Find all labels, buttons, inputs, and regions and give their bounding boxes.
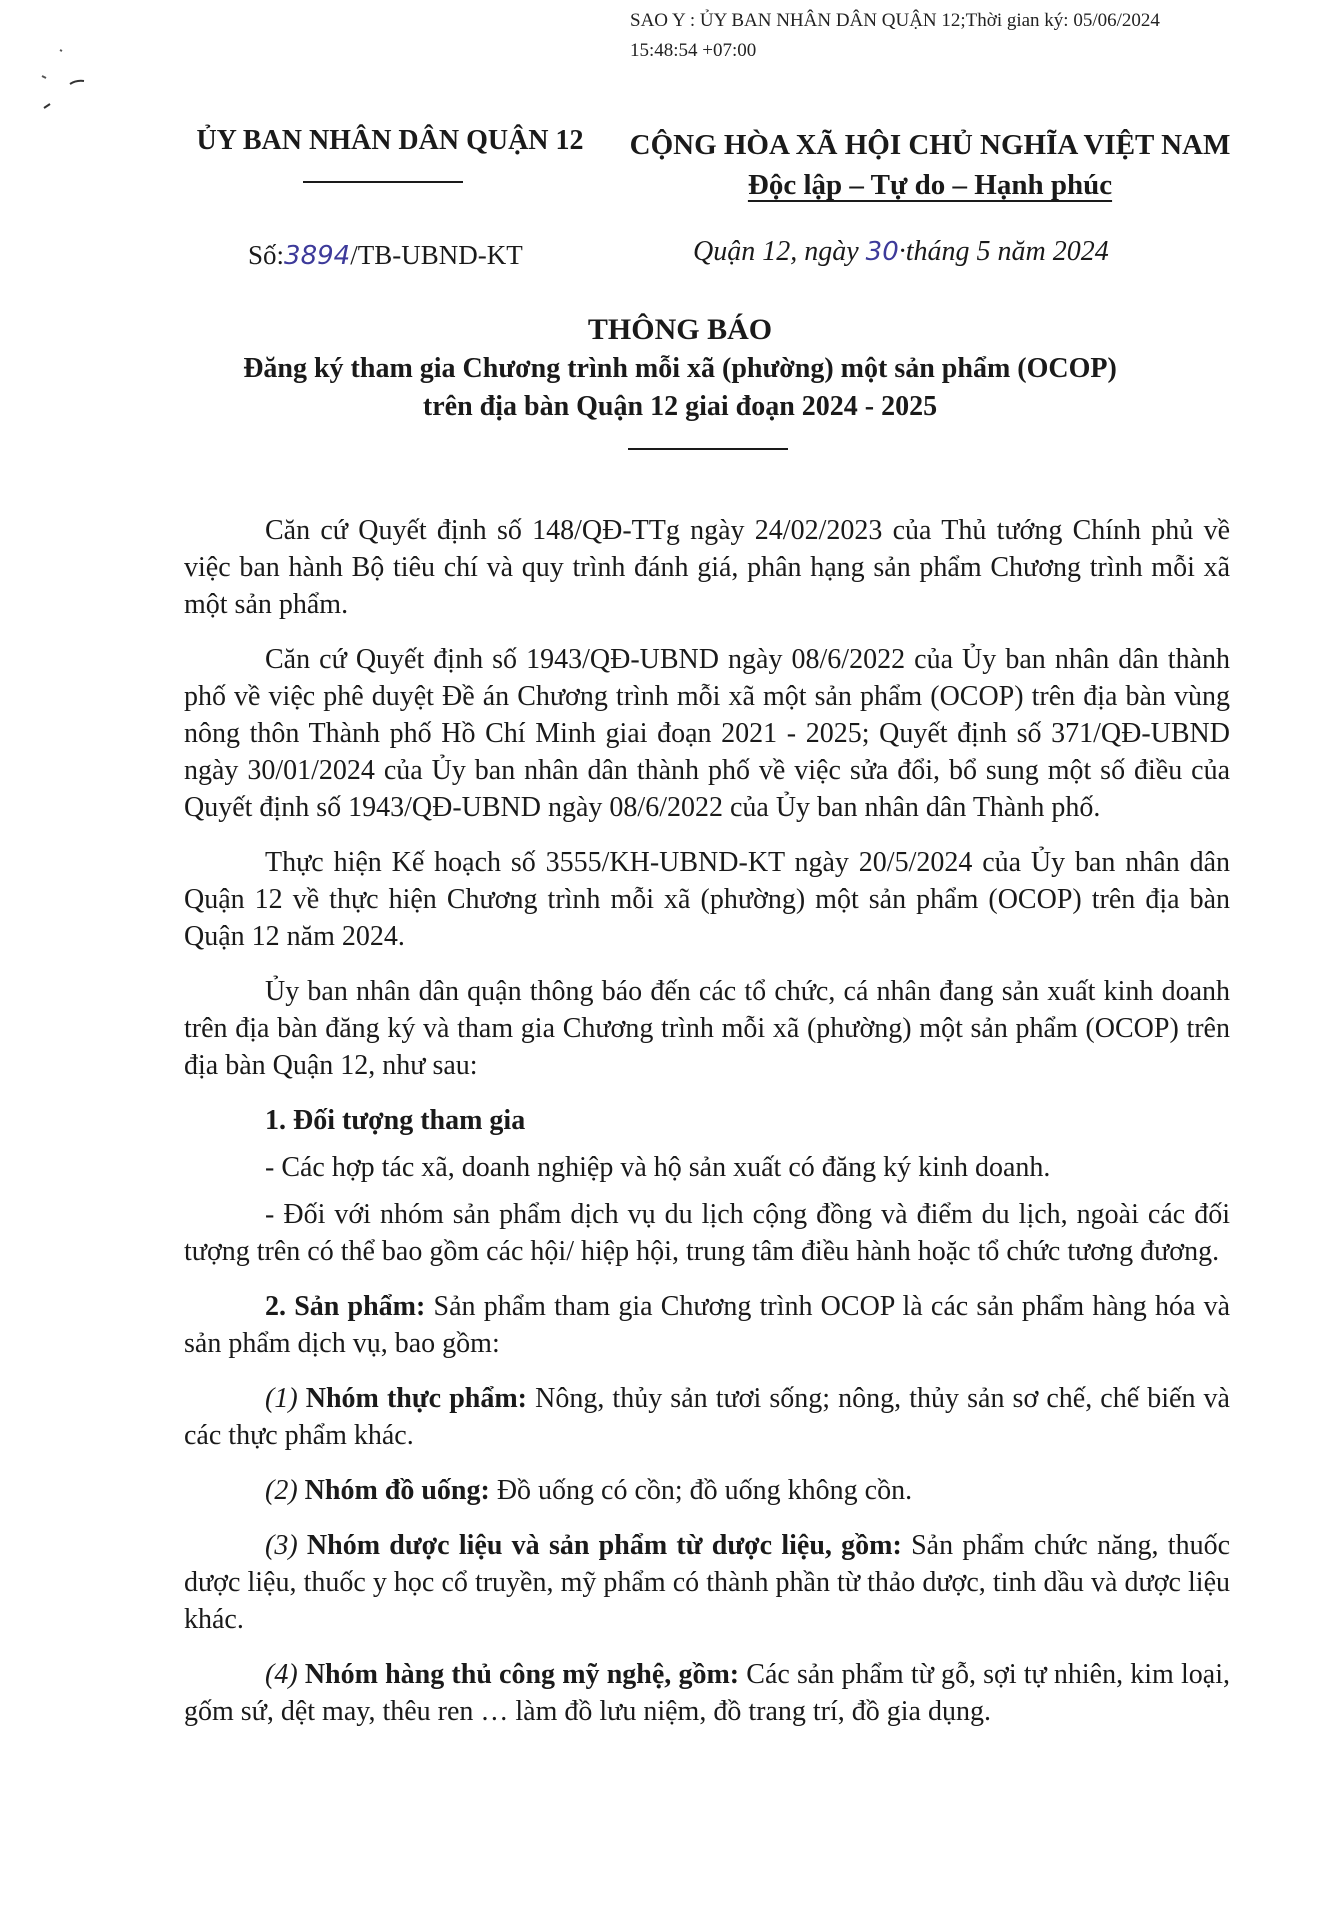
paragraph-basis-3: Thực hiện Kế hoạch số 3555/KH-UBND-KT ngày 20/5/2024 của Ủy ban nhân dân Quận 12 về thực hiện Chương trình mỗi xã (phường) một sản phẩm (OCOP) trên địa bàn Quận 12 năm 2024. (184, 847, 1230, 952)
paragraph-announcement: Ủy ban nhân dân quận thông báo đến các tổ chức, cá nhân đang sản xuất kinh doanh trên địa bàn đăng ký và tham gia Chương trình mỗi xã (phường) một sản phẩm (OCOP) trên địa bàn Quận 12, như sau: (184, 976, 1230, 1081)
paragraph-basis-1: Căn cứ Quyết định số 148/QĐ-TTg ngày 24/02/2023 của Thủ tướng Chính phủ về việc ban hành Bộ tiêu chí và quy trình đánh giá, phân hạng sản phẩm Chương trình mỗi xã một sản phẩm. (184, 515, 1230, 620)
stamp-line-1: SAO Y : ỦY BAN NHÂN DÂN QUẬN 12;Thời gian ký: 05/06/2024 (630, 10, 1160, 31)
document-body (184, 512, 1230, 1748)
title-sub-2: trên địa bàn Quận 12 giai đoạn 2024 - 2025 (422, 391, 938, 422)
product-group-2: (2) Nhóm đồ uống: Đồ uống có cồn; đồ uống không cồn. (265, 1475, 913, 1506)
stamp-line-2: 15:48:54 +07:00 (630, 40, 757, 61)
issuing-authority: ỦY BAN NHÂN DÂN QUẬN 12 (196, 125, 584, 156)
title-main: THÔNG BÁO (587, 313, 773, 346)
section-1-item-1: - Các hợp tác xã, doanh nghiệp và hộ sản xuất có đăng ký kinh doanh. (265, 1152, 1051, 1183)
section-2: 2. Sản phẩm: Sản phẩm tham gia Chương trình OCOP là các sản phẩm hàng hóa và sản phẩm dịch vụ, bao gồm: (184, 1291, 1231, 1359)
national-header (605, 125, 1255, 205)
handwritten-day: 30 (865, 237, 899, 267)
section-1-heading: 1. Đối tượng tham gia (265, 1105, 526, 1136)
authority-underline (303, 181, 463, 183)
document-number: Số:3894/TB-UBND-KT (248, 240, 523, 271)
product-group-4: (4) Nhóm hàng thủ công mỹ nghệ, gồm: Các sản phẩm từ gỗ, sợi tự nhiên, kim loại, gốm sứ, dệt may, thêu ren … làm đồ lưu niệm, đồ trang trí, đồ gia dụng. (184, 1659, 1230, 1727)
title-sub-1: Đăng ký tham gia Chương trình mỗi xã (phường) một sản phẩm (OCOP) (243, 353, 1117, 384)
product-group-3: (3) Nhóm dược liệu và sản phẩm từ dược liệu, gồm: Sản phẩm chức năng, thuốc dược liệu, thuốc y học cổ truyền, mỹ phẩm có thành phần từ thảo dược, tinh dầu và dược liệu khác. (184, 1530, 1231, 1635)
title-underline (628, 448, 788, 450)
product-group-1: (1) Nhóm thực phẩm: Nông, thủy sản tươi sống; nông, thủy sản sơ chế, chế biến và các thực phẩm khác. (184, 1383, 1230, 1451)
digital-signature-stamp (630, 6, 1280, 66)
issue-date: Quận 12, ngày 30·tháng 5 năm 2024 (693, 236, 1109, 267)
national-title: CỘNG HÒA XÃ HỘI CHỦ NGHĨA VIỆT NAM (629, 129, 1231, 161)
margin-pen-marks (40, 40, 120, 120)
paragraph-basis-2: Căn cứ Quyết định số 1943/QĐ-UBND ngày 08/6/2022 của Ủy ban nhân dân thành phố về việc phê duyệt Đề án Chương trình mỗi xã một sản phẩm (OCOP) trên địa bàn vùng nông thôn Thành phố Hồ Chí Minh giai đoạn 2021 - 2025; Quyết định số 371/QĐ-UBND ngày 30/01/2024 của Ủy ban nhân dân thành phố về việc sửa đổi, bổ sung một số điều của Quyết định số 1943/QĐ-UBND ngày 08/6/2022 của Ủy ban nhân dân Thành phố. (184, 644, 1230, 823)
handwritten-number: 3894 (284, 241, 351, 271)
national-motto: Độc lập – Tự do – Hạnh phúc (747, 169, 1113, 201)
section-1-item-2: - Đối với nhóm sản phẩm dịch vụ du lịch cộng đồng và điểm du lịch, ngoài các đối tượng trên có thể bao gồm các hội/ hiệp hội, trung tâm điều hành hoặc tổ chức tương đương. (184, 1199, 1230, 1267)
document-title (180, 310, 1180, 426)
